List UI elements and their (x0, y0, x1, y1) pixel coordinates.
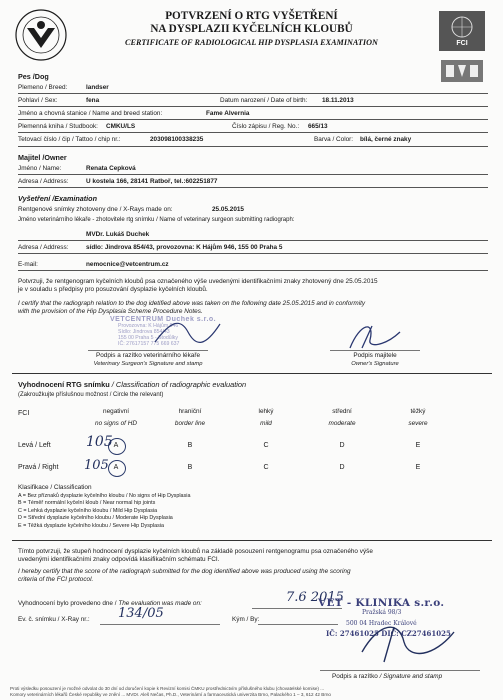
exam-address-label: Adresa / Address: (18, 244, 69, 251)
regno-label: Číslo zápisu / Reg. No.: (232, 123, 300, 130)
eval-col-cz: střední (332, 408, 352, 415)
eval-row-label: Pravá / Right (18, 464, 59, 471)
sex-value: fena (86, 97, 100, 104)
confirm-en-1: I certify that the radiograph relation to the dog idetified above was taken on the following date 25.05.2015 and in conformity (18, 300, 366, 307)
owner-sig-label: Podpis majitele (353, 352, 397, 359)
eval-grade-e[interactable]: E (415, 464, 421, 471)
footer-2: Komory veterinárních lékařů České republiky ve znění ... MVDr. Aleš Nečas, Ph.D., Veterinární a farmaceutická univerzita Brno, Palackého 1 – 3, 612 42 Brno (10, 692, 331, 697)
right-grade-circle (108, 460, 126, 477)
eval-grade-c[interactable]: C (263, 442, 269, 449)
eval-col-en: moderate (328, 420, 356, 427)
owner-sig-label-en: Owner's Signature (351, 361, 399, 367)
vet-stamp: VETCENTRUM Duchek s.r.o. Provozovna: K Hájům 946 Sídlo: Jindrova 854/43 155 00 Praha 5 - Stodůlky IČ: 27617157 775 669 637 (110, 316, 217, 347)
eval-row-label: Levá / Left (18, 442, 51, 449)
hand-eval-date: 7.6 2015 (286, 590, 344, 605)
sex-label: Pohlaví / Sex: (18, 97, 58, 104)
dog-section: Pes /Dog (18, 72, 49, 81)
breed-label: Plemeno / Breed: (18, 84, 68, 91)
eval-grade-b[interactable]: B (187, 442, 193, 449)
eval-col-en: severe (408, 420, 428, 427)
hand-right-score: 105 (84, 458, 109, 473)
by-label: Kým / By: (232, 616, 260, 623)
vet-label: Jméno veterinárního lékaře - zhotovitele rtg snímku / Name of veterinary surgeon submitting radiograph: (18, 217, 295, 223)
xray-value: 25.05.2015 (212, 206, 244, 213)
certify-en-2: criteria of the FCI protocol. (18, 576, 94, 583)
certify-cz-2: uvedenými identifikačními znaky odpovídá klasifikačním schématu FCI. (18, 556, 220, 563)
eval-note: (Zakroužkujte příslušnou možnost / Circle the relevant) (18, 392, 164, 398)
logo-fci (437, 9, 487, 53)
color-value: bílá, černé znaky (360, 136, 412, 143)
certify-cz-1: Tímto potvrzuji, že stupeň hodnocení dysplazie kyčelních kloubů na základě posouzení rentgenogramu psa označeného výše (18, 548, 373, 555)
breed-value: landser (86, 84, 109, 91)
footer-1: Proti výsledku posouzení je možné odvolat do 30 dní od doručení kopie k Revizní komisi ČMKU prostřednictvím příslušného klubu (chovatelské komise) ... (10, 686, 325, 691)
subtitle: CERTIFICATE OF RADIOLOGICAL HIP DYSPLASIA EXAMINATION (125, 38, 378, 47)
eval-title: Vyhodnocení RTG snímku / Classification of radiographic evaluation (18, 380, 247, 389)
eval-col-en: no signs of HD (95, 420, 137, 427)
legend-item: D = Střední dysplazie kyčelního kloubu / Moderate Hip Dysplasia (18, 515, 173, 522)
name-label: Jméno a chovná stanice / Name and breed station: (18, 110, 163, 117)
legend-item: C = Lehká dysplazie kyčelního kloubu / Mild Hip Dysplasia (18, 507, 158, 514)
eval-grade-d[interactable]: D (339, 442, 345, 449)
owner-address-value: U kostela 166, 28141 Ratboř, tel.:602251877 (86, 178, 218, 185)
eval-col-cz: těžký (410, 408, 426, 415)
email-label: E-mail: (18, 261, 38, 268)
tattoo-label: Tetovací číslo / čip / Tattoo / chip nr.: (18, 136, 121, 143)
xray-nr-label: Ev. č. snímku / X-Ray nr.: (18, 616, 90, 623)
dob-value: 18.11.2013 (322, 97, 354, 104)
legend-item: B = Téměř normální kyčelní kloub / Near normal hip joints (18, 500, 156, 507)
owner-address-label: Adresa / Address: (18, 178, 69, 185)
klinika-stamp: VET - KLINIKA s.r.o. Pražská 98/3 500 04 Hradec Králové IČ: 27461025 DIČ: CZ27461025 (318, 597, 451, 638)
studbook-label: Plemenná kniha / Studbook: (18, 123, 98, 130)
eval-col-cz: lehký (258, 408, 274, 415)
eval-grade-a[interactable]: A (113, 442, 119, 449)
eval-col-en: border line (174, 420, 206, 427)
fci-label: FCI (456, 40, 468, 47)
studbook-value: CMKU/LS (106, 123, 136, 130)
eval-grade-e[interactable]: E (415, 442, 421, 449)
color-label: Barva / Color: (314, 136, 354, 143)
legend-item: A = Bez příznaků dysplazie kyčelního kloubu / No signs of Hip Dysplasia (18, 493, 191, 499)
eval-date-label: Vyhodnocení bylo provedeno dne / The evaluation was made on: (18, 600, 202, 607)
hand-xray-nr: 134/05 (118, 606, 164, 621)
name-value: Fame Alvernia (206, 110, 250, 117)
logo-cmku-right (440, 59, 484, 83)
confirm-cz-1: Potvrzuji, že rentgenogram kyčelních kloubů psa označeného výše uvedenými identifikačními znaky zhotovený dne 25.05.2015 (18, 278, 378, 285)
vet-value: MVDr. Lukáš Duchek (86, 231, 150, 238)
eval-col-cz: negativní (103, 408, 129, 415)
vet-signature-icon (150, 312, 230, 352)
title-line2: NA DYSPLAZII KYČELNÍCH KLOUBŮ (150, 23, 353, 35)
exam-address-value: sídlo: Jindrova 854/43, provozovna: K Hájům 946, 155 00 Praha 5 (86, 244, 283, 251)
owner-name-label: Jméno / Name: (18, 165, 62, 172)
owner-section: Majitel /Owner (18, 153, 67, 162)
tattoo-value: 203098100338235 (150, 136, 204, 143)
eval-grade-b[interactable]: B (187, 464, 193, 471)
title-line1: POTVRZENÍ O RTG VYŠETŘENÍ (165, 10, 338, 22)
owner-name-value: Renata Cepková (86, 165, 136, 172)
sig2-label: Podpis a razítko / Signature and stamp (332, 673, 443, 680)
legend-list (18, 493, 190, 530)
vet-sig-label-en: Veterinary Surgeon's Signature and stamp (93, 361, 203, 367)
eval-grade-d[interactable]: D (339, 464, 345, 471)
dob-label: Datum narození / Date of birth: (220, 97, 308, 104)
confirm-en-2: with the provision of the Hip Dysplasia Scheme Procedure Notes. (18, 308, 203, 315)
fci-col-label: FCI (18, 410, 30, 417)
regno-value: 665/13 (308, 123, 328, 130)
owner-signature-icon (340, 318, 410, 354)
legend-title: Klasifikace / Classification (18, 484, 92, 491)
hand-left-score: 105 (86, 434, 113, 450)
klinika-signature-icon (354, 612, 464, 668)
email-value: nemocnice@vetcentrum.cz (86, 261, 169, 268)
exam-section: Vyšetření /Examination (18, 194, 97, 203)
eval-col-cz: hraniční (178, 408, 202, 415)
vet-sig-label: Podpis a razítko veterinárního lékaře (95, 352, 201, 359)
confirm-cz-2: je v souladu s předpisy pro posuzování dysplazie kyčelních kloubů. (18, 286, 208, 293)
certify-en-1: I hereby certify that the score of the radiograph submitted for the dog identified above was produced using the scoring (18, 568, 351, 575)
xray-label: Rentgenové snímky zhotoveny dne / X-Rays made on: (18, 206, 173, 213)
eval-grade-c[interactable]: C (263, 464, 269, 471)
eval-grade-a[interactable]: A (113, 464, 119, 471)
legend-item: E = Těžká dysplazie kyčelního kloubu / Severe Hip Dysplasia (18, 522, 164, 529)
eval-col-en: mild (260, 420, 272, 427)
